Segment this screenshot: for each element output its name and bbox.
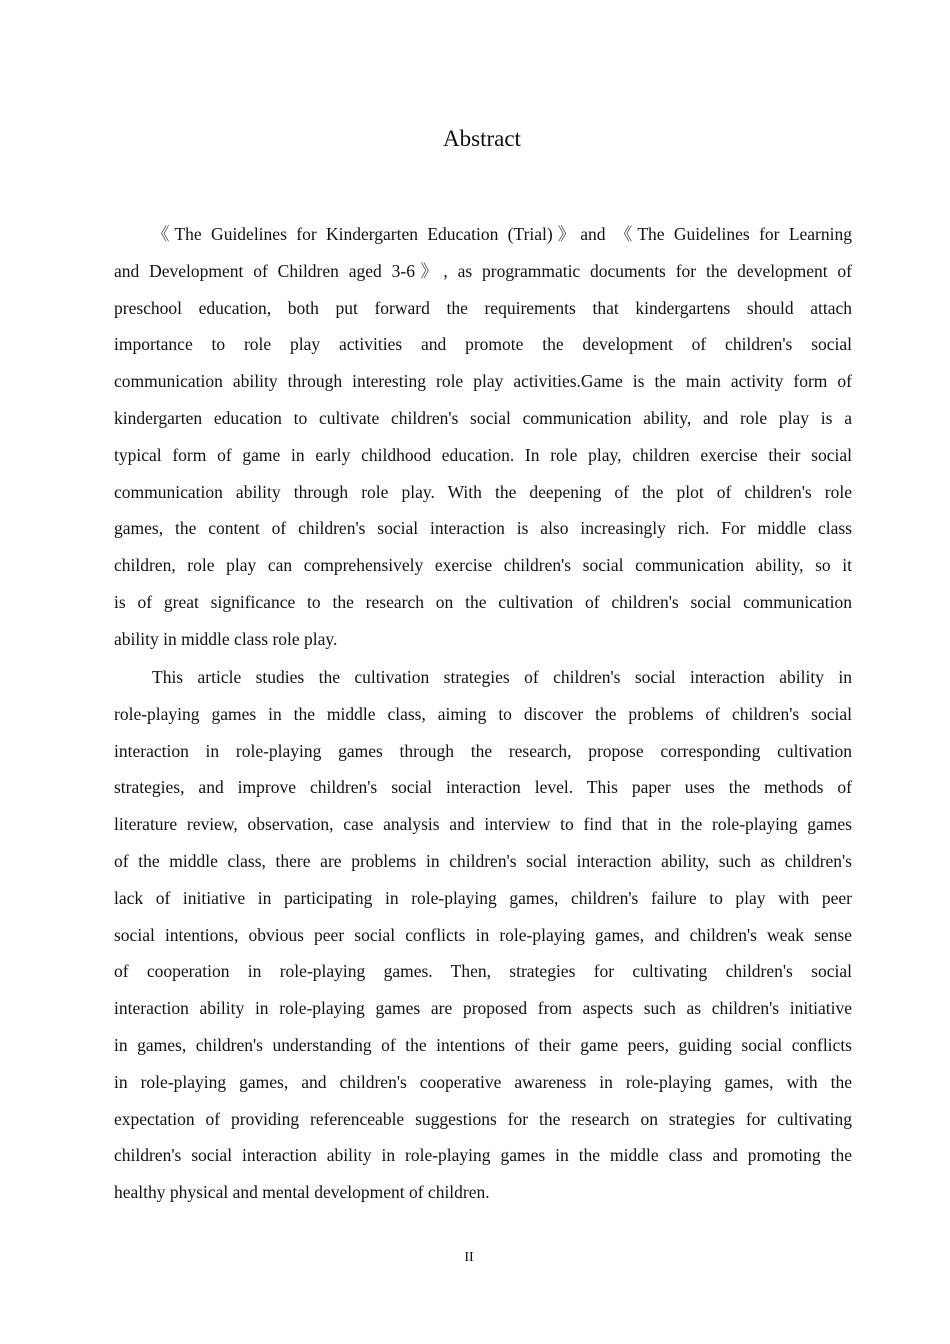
paragraph-line: communication ability through interesting role play activities.Game is the main activity form of — [114, 371, 852, 392]
paragraph-line: interaction ability in role-playing games are proposed from aspects such as children's initiative — [114, 998, 852, 1019]
paragraph-line: of cooperation in role-playing games. Then, strategies for cultivating children's social — [114, 961, 852, 982]
paragraph-line: games, the content of children's social interaction is also increasingly rich. For middle class — [114, 518, 852, 539]
paragraph-line: lack of initiative in participating in role-playing games, children's failure to play with peer — [114, 887, 852, 908]
paragraph-line: This article studies the cultivation strategies of children's social interaction ability in — [152, 667, 852, 687]
paragraph-line: literature review, observation, case analysis and interview to find that in the role-playing games — [114, 814, 852, 835]
paragraph-line: communication ability through role play. With the deepening of the plot of children's role — [114, 481, 852, 502]
paragraph-line: social intentions, obvious peer social conflicts in role-playing games, and children's weak sense — [114, 924, 852, 945]
paragraph-line: 《The Guidelines for Kindergarten Education (Trial)》and 《The Guidelines for Learning — [152, 224, 852, 244]
paragraph-line: expectation of providing referenceable suggestions for the research on strategies for cultivating — [114, 1108, 852, 1129]
abstract-paragraph-2 — [114, 659, 852, 1211]
paragraph-line: of the middle class, there are problems in children's social interaction ability, such as children's — [114, 850, 852, 871]
paragraph-line: preschool education, both put forward the requirements that kindergartens should attach — [114, 297, 852, 318]
paragraph-line: interaction in role-playing games through the research, propose corresponding cultivation — [114, 740, 852, 761]
abstract-paragraph-1 — [114, 216, 852, 658]
paragraph-line: children, role play can comprehensively exercise children's social communication ability, so it — [114, 555, 852, 576]
paragraph-line: strategies, and improve children's social interaction level. This paper uses the methods of — [114, 777, 852, 798]
paragraph-line: in role-playing games, and children's cooperative awareness in role-playing games, with the — [114, 1071, 852, 1092]
paragraph-line: healthy physical and mental development of children. — [114, 1182, 490, 1203]
paragraph-line: and Development of Children aged 3-6》, as programmatic documents for the development of — [114, 260, 852, 281]
paragraph-line: importance to role play activities and promote the development of children's social — [114, 334, 852, 355]
paragraph-line: role-playing games in the middle class, aiming to discover the problems of children's social — [114, 703, 852, 724]
paragraph-line: ability in middle class role play. — [114, 628, 338, 649]
paragraph-line: kindergarten education to cultivate children's social communication ability, and role play is a — [114, 407, 852, 428]
paragraph-line: typical form of game in early childhood education. In role play, children exercise their social — [114, 444, 852, 465]
paragraph-line: in games, children's understanding of the intentions of their game peers, guiding social conflicts — [114, 1034, 852, 1055]
paragraph-line: children's social interaction ability in role-playing games in the middle class and promoting the — [114, 1145, 852, 1166]
paragraph-line: is of great significance to the research on the cultivation of children's social communication — [114, 591, 852, 612]
page-title: Abstract — [443, 126, 521, 151]
page-number: II — [464, 1250, 474, 1265]
